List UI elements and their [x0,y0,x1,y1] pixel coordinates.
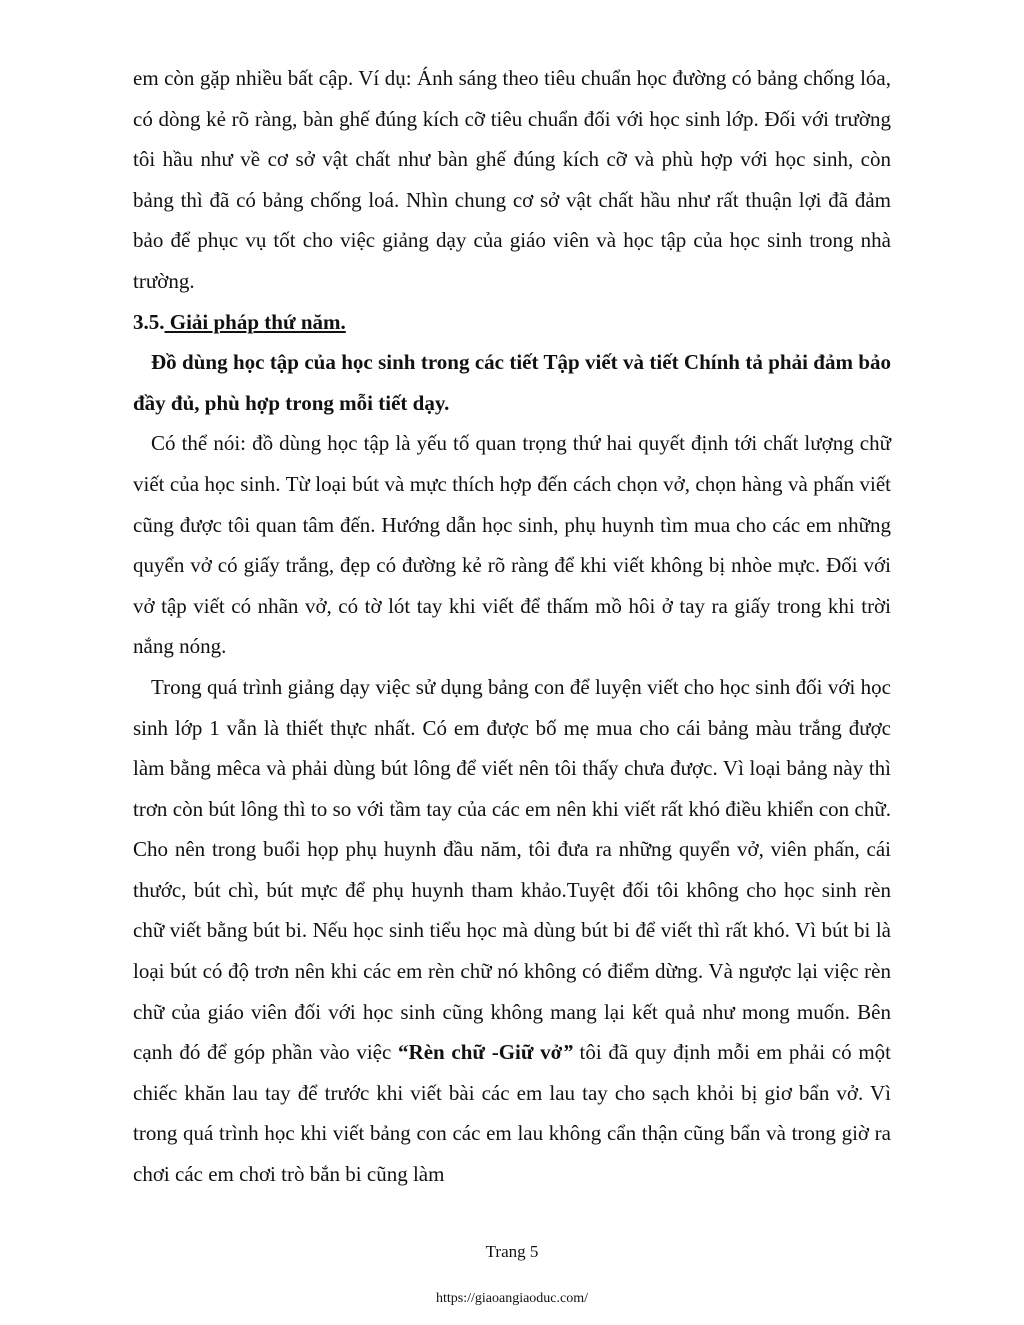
section-heading [133,302,891,343]
section-subheading: Đồ dùng học tập của học sinh trong các tiết Tập viết và tiết Chính tả phải đảm bảo đầy đủ, phù hợp trong mỗi tiết dạy. [133,350,891,415]
paragraph-supplies: Có thể nói: đồ dùng học tập là yếu tố quan trọng thứ hai quyết định tới chất lượng chữ viết của học sinh. Từ loại bút và mực thích hợp đến cách chọn vở, chọn hàng và phấn viết cũng được tôi quan tâm đến. Hướng dẫn học sinh, phụ huynh tìm mua cho các em những quyển vở có giấy trắng, đẹp có đường kẻ rõ ràng để khi viết không bị nhòe mực. Đối với vở tập viết có nhãn vở, có tờ lót tay khi viết để thấm mồ hôi ở tay ra giấy trong khi trời nắng nóng. [133,431,891,659]
page-number: Trang 5 [485,1242,539,1261]
quote-close-mark: ” [562,1040,573,1065]
section-number: 3.5. [133,309,165,334]
page-content [133,58,891,1195]
footer-url: https://giaoangiaoduc.com/ [435,1291,589,1306]
quote-slogan: “Rèn chữ -Giữ vở [398,1040,563,1065]
paragraph-writing-tools [133,667,891,1195]
paragraph-facilities: em còn gặp nhiều bất cập. Ví dụ: Ánh sáng theo tiêu chuẩn học đường có bảng chống lóa, có dòng kẻ rõ ràng, bàn ghế đúng kích cỡ tiêu chuẩn đối với học sinh lớp. Đối với trường tôi hầu như về cơ sở vật chất như bàn ghế đúng kích cỡ và phù hợp với học sinh, còn bảng thì đã có bảng chống loá. Nhìn chung cơ sở vật chất hầu như rất thuận lợi đã đảm bảo để phục vụ tốt cho việc giảng dạy của giáo viên và học tập của học sinh trong nhà trường. [133,66,891,293]
paragraph-text-after: tôi đã quy định mỗi em phải có một chiếc khăn lau tay để trước khi viết bài các em lau tay cho sạch khỏi bị giơ bẩn vở. Vì trong quá trình học khi viết bảng con các em lau không cẩn thận cũng bẩn và trong giờ ra chơi các em chơi trò bắn bi cũng làm [133,1040,891,1187]
section-title: Giải pháp thứ năm. [164,309,346,334]
paragraph-text-before: Trong quá trình giảng dạy việc sử dụng bảng con để luyện viết cho học sinh đối với học sinh lớp 1 vẫn là thiết thực nhất. Có em được bố mẹ mua cho cái bảng màu trắng được làm bằng mêca và phải dùng bút lông để viết nên tôi thấy chưa được. Vì loại bảng này thì trơn còn bút lông thì to so với tầm tay của các em nên khi viết rất khó điều khiển con chữ. Cho nên trong buổi họp phụ huynh đầu năm, tôi đưa ra những quyển vở, viên phấn, cái thước, bút chì, bút mực để phụ huynh tham khảo.Tuyệt đối tôi không cho học sinh rèn chữ viết bằng bút bi. Nếu học sinh tiểu học mà dùng bút bi để viết thì rất khó. Vì bút bi là loại bút có độ trơn nên khi các em rèn chữ nó không có điểm dừng. Và ngược lại việc rèn chữ của giáo viên đối với học sinh cũng không mang lại kết quả như mong muốn. Bên cạnh đó để góp phần vào việc [133,674,891,1065]
